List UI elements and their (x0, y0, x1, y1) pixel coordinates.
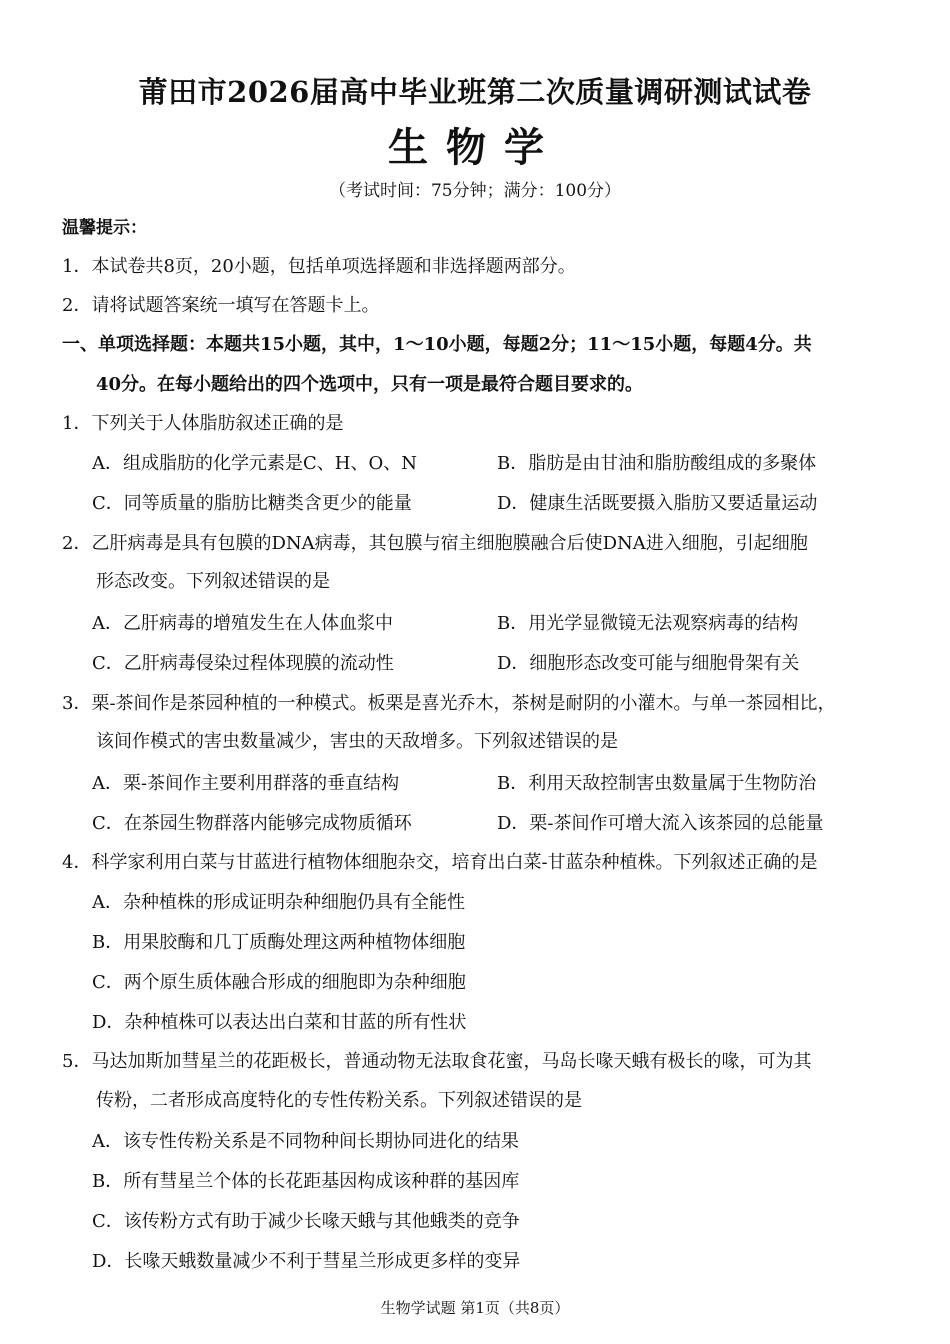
question-1-stem: 1．下列关于人体脂肪叙述正确的是 (62, 413, 344, 434)
tips-heading: 温馨提示： (62, 218, 147, 238)
question-1-option-a: A．组成脂肪的化学元素是C、H、O、N (92, 453, 417, 474)
tip-item-1: 1．本试卷共8页，20小题，包括单项选择题和非选择题两部分。 (62, 256, 576, 277)
question-5-option-d: D．长喙天蛾数量减少不利于彗星兰形成更多样的变异 (92, 1251, 521, 1272)
exam-info: （考试时间：75分钟；满分：100分） (328, 181, 622, 201)
subject-title: 生物学 (388, 124, 562, 171)
question-3-stem-line1: 3．栗-茶间作是茶园种植的一种模式。板栗是喜光乔木，茶树是耐阴的小灌木。与单一茶园相比， (62, 693, 836, 714)
question-2-stem-line2: 形态改变。下列叙述错误的是 (96, 571, 330, 592)
question-3-option-c: C．在茶园生物群落内能够完成物质循环 (92, 813, 412, 834)
question-4-option-c: C．两个原生质体融合形成的细胞即为杂种细胞 (92, 972, 466, 993)
question-2-option-a: A．乙肝病毒的增殖发生在人体血浆中 (92, 613, 393, 634)
question-2-option-b: B．用光学显微镜无法观察病毒的结构 (497, 613, 799, 634)
question-5-stem-line2: 传粉，二者形成高度特化的专性传粉关系。下列叙述错误的是 (96, 1090, 582, 1111)
section1-heading-line2: 40分。在每小题给出的四个选项中，只有一项是最符合题目要求的。 (96, 374, 644, 395)
question-5-option-a: A．该专性传粉关系是不同物种间长期协同进化的结果 (92, 1131, 519, 1152)
question-5-stem-line1: 5．马达加斯加彗星兰的花距极长，普通动物无法取食花蜜，马岛长喙天蛾有极长的喙，可为其 (62, 1051, 812, 1072)
question-4-option-a: A．杂种植株的形成证明杂种细胞仍具有全能性 (92, 892, 465, 913)
question-4-option-b: B．用果胶酶和几丁质酶处理这两种植物体细胞 (92, 932, 466, 953)
question-1-option-b: B．脂肪是由甘油和脂肪酸组成的多聚体 (497, 453, 817, 474)
question-4-option-d: D．杂种植株可以表达出白菜和甘蓝的所有性状 (92, 1012, 467, 1033)
question-5-option-c: C．该传粉方式有助于减少长喙天蛾与其他蛾类的竞争 (92, 1211, 520, 1232)
question-5-option-b: B．所有彗星兰个体的长花距基因构成该种群的基因库 (92, 1171, 520, 1192)
question-2-option-c: C．乙肝病毒侵染过程体现膜的流动性 (92, 653, 394, 674)
question-3-option-a: A．栗-茶间作主要利用群落的垂直结构 (92, 773, 400, 794)
question-3-option-d: D．栗-茶间作可增大流入该茶园的总能量 (497, 813, 824, 834)
question-2-stem-line1: 2．乙肝病毒是具有包膜的DNA病毒，其包膜与宿主细胞膜融合后使DNA进入细胞，引起细胞 (62, 533, 808, 554)
question-1-option-d: D．健康生活既要摄入脂肪又要适量运动 (497, 493, 818, 514)
exam-title: 莆田市2026届高中毕业班第二次质量调研测试试卷 (138, 75, 812, 109)
question-3-option-b: B．利用天敌控制害虫数量属于生物防治 (497, 773, 817, 794)
question-3-stem-line2: 该间作模式的害虫数量减少，害虫的天敌增多。下列叙述错误的是 (96, 731, 618, 752)
question-4-stem: 4．科学家利用白菜与甘蓝进行植物体细胞杂交，培育出白菜-甘蓝杂种植株。下列叙述正确的是 (62, 852, 818, 873)
page-footer: 生物学试题 第1页（共8页） (380, 1299, 570, 1317)
tip-item-2: 2．请将试题答案统一填写在答题卡上。 (62, 295, 380, 316)
question-2-option-d: D．细胞形态改变可能与细胞骨架有关 (497, 653, 800, 674)
section1-heading-line1: 一、单项选择题：本题共15小题，其中，1～10小题，每题2分；11～15小题，每题4分。共 (62, 334, 812, 355)
question-1-option-c: C．同等质量的脂肪比糖类含更少的能量 (92, 493, 412, 514)
